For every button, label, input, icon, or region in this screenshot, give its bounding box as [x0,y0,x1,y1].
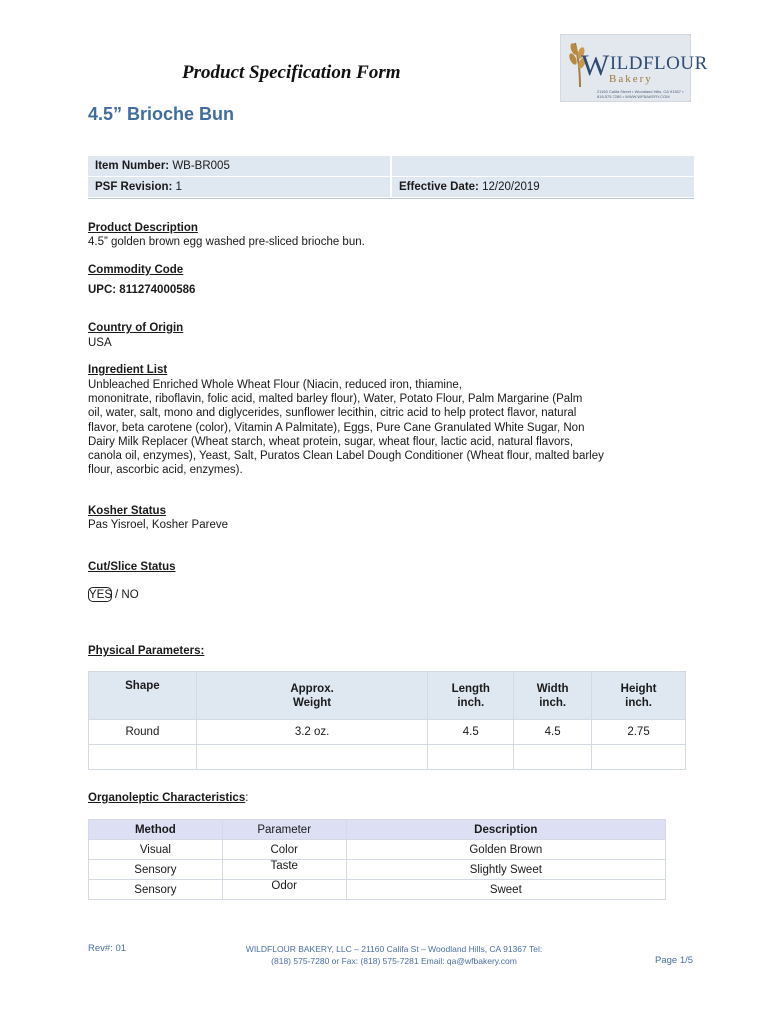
organoleptic-table [88,819,666,900]
table-row [89,745,686,770]
commodity-code-heading: Commodity Code [88,264,184,276]
table-cell [428,745,514,770]
header-row-1 [88,156,694,176]
table-cell: 3.2 oz. [196,720,428,745]
kosher-status-heading: Kosher Status [88,505,166,517]
wildflour-bakery-logo [560,34,708,102]
logo-fine-print: 21160 Califa Street • Woodland Hills, CA 91367 • 818.575.7280 • WWW.WFBAKERY.COM [597,89,684,99]
table-cell: Sensory [89,880,223,900]
cut-slice-status-heading: Cut/Slice Status [88,561,176,573]
footer-revision: Rev#: 01 [88,943,127,954]
table-cell: Color [222,840,346,860]
product-description-text: 4.5” golden brown egg washed pre-sliced brioche bun. [88,236,365,248]
psf-revision-cell: PSF Revision: 1 [88,177,390,197]
column-header: Approx. Weight [196,672,428,720]
table-header-row [89,672,686,720]
column-header: Method [89,820,223,840]
product-description-heading: Product Description [88,222,198,234]
organoleptic-heading-wrap [88,792,248,804]
commodity-code-text: UPC: 811274000586 [88,284,196,296]
empty-header-cell [392,156,694,176]
table-row [89,880,666,900]
logo-sub: Bakery [609,73,653,85]
table-cell [196,745,428,770]
table-row [89,840,666,860]
table-cell: 2.75 [592,720,686,745]
logo-brand: WILDFLOUR [581,49,708,82]
table-cell: 4.5 [428,720,514,745]
footer-page-number: Page 1/5 [655,955,694,966]
table-cell: Slightly Sweet [346,860,665,880]
ingredient-list-heading: Ingredient List [88,364,168,376]
column-header: Width inch. [514,672,592,720]
footer-address: WILDFLOUR BAKERY, LLC – 21160 Califa St – Woodland Hills, CA 91367 Tel: (818) 575-7280 or Fax: (818) 575-7281 Email: qa@wfbakery.com [245,944,543,966]
kosher-status-text: Pas Yisroel, Kosher Pareve [88,519,228,531]
organoleptic-colon: : [245,792,249,804]
cut-slice-no: / NO [115,589,139,601]
column-header: Parameter [222,820,346,840]
table-cell: Sensory [89,860,223,880]
table-cell [89,745,197,770]
organoleptic-heading: Organoleptic Characteristics [88,792,246,804]
country-of-origin-text: USA [88,337,112,349]
table-row [89,720,686,745]
column-header: Height inch. [592,672,686,720]
table-cell [514,745,592,770]
header-divider [88,198,694,199]
header-row-2 [88,177,694,197]
table-cell: Visual [89,840,223,860]
column-header: Description [346,820,665,840]
column-header: Shape [89,672,197,720]
ingredient-list-text: Unbleached Enriched Whole Wheat Flour (Niacin, reduced iron, thiamine, mononitrate, riboflavin, folic acid, malted barley flour), Water, Potato Flour, Palm Margarine (Palm oil, water, salt, mono and diglycerides, sunflower lecithin, citric acid to help protect flavor, natural flavor, beta carotene (color), Vitamin A Palmitate), Eggs, Pure Cane Granulated White Sugar, Non Dairy Milk Replacer (Wheat starch, wheat protein, sugar, wheat flour, lactic acid, natural flavors, canola oil, enzymes), Yeast, Salt, Puratos Clean Label Dough Conditioner (Wheat flour, malted barley flour, ascorbic acid, enzymes). [88,379,604,477]
country-of-origin-heading: Country of Origin [88,322,184,334]
table-cell: Taste [222,860,346,880]
table-cell: Odor [222,880,346,900]
physical-parameters-table [88,671,686,770]
product-title: 4.5” Brioche Bun [88,104,235,124]
effective-date-cell: Effective Date: 12/20/2019 [392,177,694,197]
table-cell: 4.5 [514,720,592,745]
table-header-row [89,820,666,840]
table-cell: Golden Brown [346,840,665,860]
table-cell: Round [89,720,197,745]
cut-slice-yes: YES [89,589,113,601]
column-header: Length inch. [428,672,514,720]
item-number-cell: Item Number: WB-BR005 [88,156,390,176]
table-cell [592,745,686,770]
form-title: Product Specification Form [182,62,401,83]
table-cell: Sweet [346,880,665,900]
table-row [89,860,666,880]
physical-parameters-heading: Physical Parameters: [88,645,205,657]
